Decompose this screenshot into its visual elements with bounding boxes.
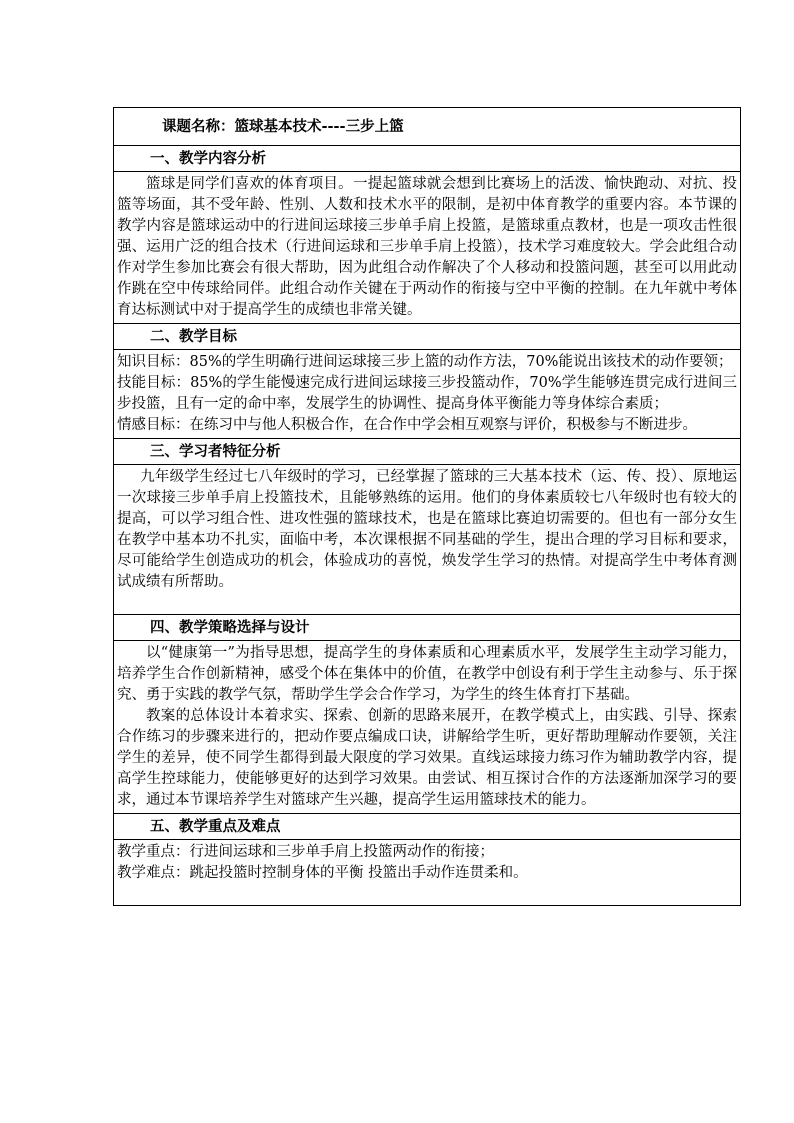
section-heading-objectives: 二、教学目标 — [114, 324, 741, 350]
paragraph: 教案的总体设计本着求实、探索、创新的思路来展开，在教学模式上，由实践、引导、探索合作练习的步骤来进行的，把动作要点编成口诀，讲解给学生听，更好帮助理解动作要领，关注学生的差异，使不同学生都得到最大限度的学习效果。直线运球接力练习作为辅助教学内容，提高学生控球能力，使能够更好的达到学习效果。由尝试、相互探讨合作的方法逐渐加深学习的要求，通过本节课培养学生对篮球产生兴趣，提高学生运用篮球技术的能力。 — [117, 708, 737, 808]
paragraph: 九年级学生经过七八年级时的学习，已经掌握了篮球的三大基本技术（运、传、投）、原地运一次球接三步单手肩上投篮技术，且能够熟练的运用。他们的身体素质较七八年级时也有较大的提高，可以学习组合性、进攻性强的篮球技术，也是在篮球比赛迫切需要的。但也有一部分女生在教学中基本功不扎实，面临中考，本次课根据不同基础的学生，提出合理的学习目标和要求，尽可能给学生创造成功的机会，体验成功的喜悦，焕发学生学习的热情。对提高学生中考体育测试成绩有所帮助。 — [117, 469, 737, 590]
knowledge-objective: 知识目标：85%的学生明确行进间运球接三步上篮的动作方法，70%能说出该技术的动作要领； — [117, 354, 733, 370]
lesson-title: 课题名称：篮球基本技术----三步上篮 — [114, 108, 741, 146]
section-body — [114, 465, 741, 615]
lesson-plan-document — [113, 107, 741, 906]
section-header — [114, 814, 741, 840]
section-header — [114, 615, 741, 641]
section-header — [114, 146, 741, 172]
section-header — [114, 324, 741, 350]
key-point: 教学重点：行进间运球和三步单手肩上投篮两动作的衔接； — [117, 844, 494, 860]
lesson-plan-table — [113, 107, 741, 906]
section-body — [114, 350, 741, 439]
affective-objective: 情感目标：在练习中与他人积极合作，在合作中学会相互观察与评价，积极参与不断进步。 — [117, 417, 697, 433]
section-heading-strategy: 四、教学策略选择与设计 — [114, 615, 741, 641]
skill-objective: 技能目标：85%的学生能慢速完成行进间运球接三步投篮动作，70%学生能够连贯完成行进间三步投篮，且有一定的命中率，发展学生的协调性、提高身体平衡能力等身体综合素质； — [117, 375, 737, 412]
section-body — [114, 641, 741, 814]
section-heading-learner-analysis: 三、学习者特征分析 — [114, 439, 741, 465]
section-body — [114, 172, 741, 324]
paragraph: 篮球是同学们喜欢的体育项目。一提起篮球就会想到比赛场上的活泼、愉快跑动、对抗、投篮等场面，其不受年龄、性别、人数和技术水平的限制，是初中体育教学的重要内容。本节课的教学内容是篮球运动中的行进间运球接三步单手肩上投篮，是篮球重点教材，也是一项攻击性很强、运用广泛的组合技术（行进间运球和三步单手肩上投篮），技术学习难度较大。学会此组合动作对学生参加比赛会有很大帮助，因为此组合动作解决了个人移动和投篮问题，甚至可以用此动作跳在空中传球给同伴。此组合动作关键在于两动作的衔接与空中平衡的控制。在九年就中考体育达标测试中对于提高学生的成绩也非常关键。 — [117, 176, 737, 318]
paragraph: 以“健康第一”为指导思想，提高学生的身体素质和心理素质水平，发展学生主动学习能力，培养学生合作创新精神，感受个体在集体中的价值，在教学中创设有利于学生主动参与、乐于探究、勇于实践的教学气氛，帮助学生学会合作学习，为学生的终生体育打下基础。 — [117, 645, 737, 703]
difficult-point: 教学难点：跳起投篮时控制身体的平衡 投篮出手动作连贯柔和。 — [117, 865, 528, 881]
section-heading-content-analysis: 一、教学内容分析 — [114, 146, 741, 172]
section-heading-key-points: 五、教学重点及难点 — [114, 814, 741, 840]
title-row — [114, 108, 741, 146]
section-header — [114, 439, 741, 465]
section-body — [114, 840, 741, 906]
